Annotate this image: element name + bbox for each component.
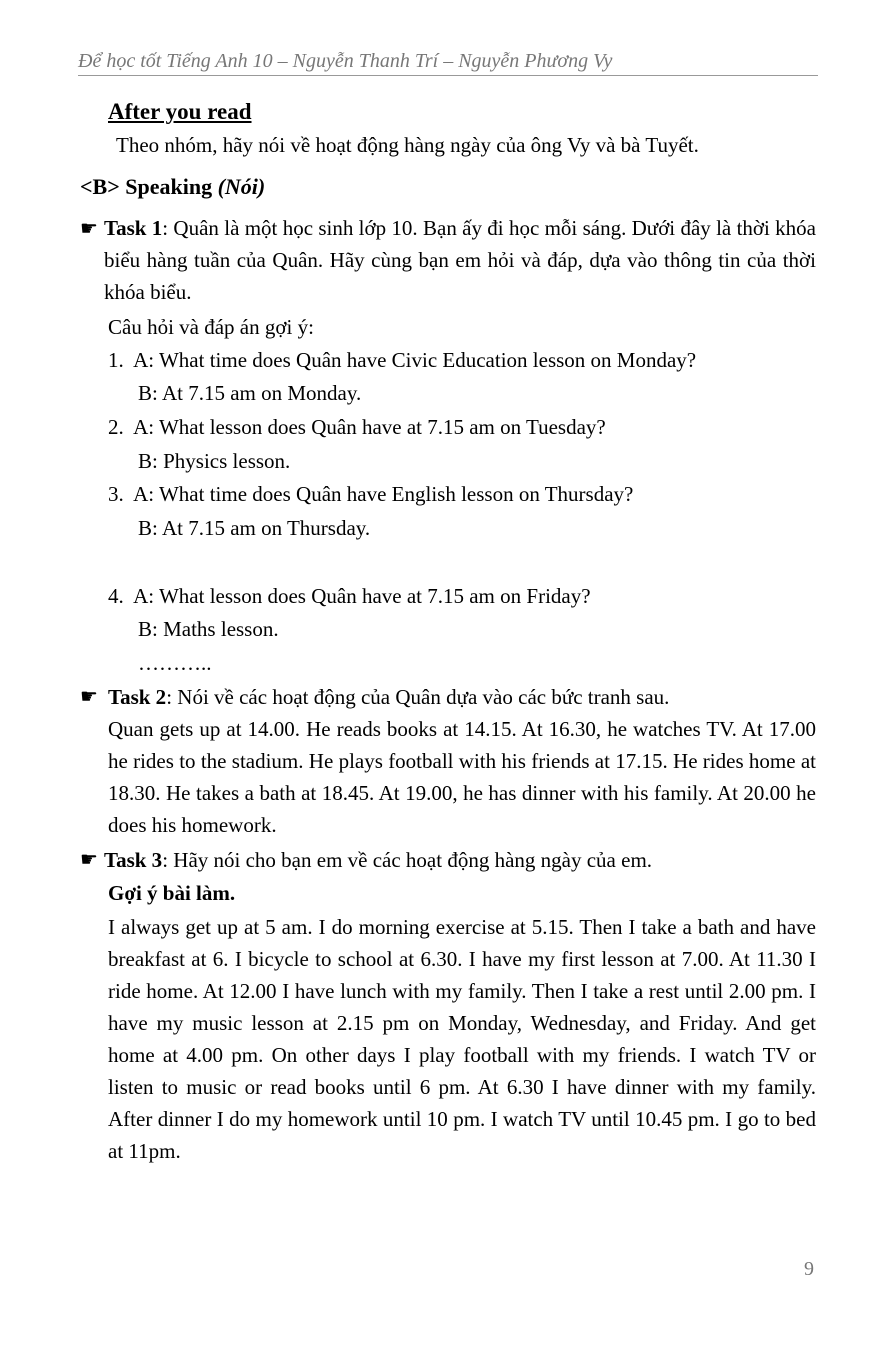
pointing-hand-icon: ☛ xyxy=(80,849,98,871)
pointing-hand-icon: ☛ xyxy=(80,218,98,240)
qa-ellipsis: ……….. xyxy=(138,651,212,675)
task2-label: Task 2 xyxy=(108,685,167,709)
qa-question-2: 2. A: What lesson does Quân have at 7.15 am on Tuesday? xyxy=(108,415,606,439)
after-you-read-text: Theo nhóm, hãy nói về hoạt động hàng ngày của ông Vy và bà Tuyết. xyxy=(116,133,699,157)
qa-answer-3: B: At 7.15 am on Thursday. xyxy=(138,516,371,540)
task1-intro: Câu hỏi và đáp án gợi ý: xyxy=(108,315,314,339)
task1-paragraph: Task 1: Quân là một học sinh lớp 10. Bạn ấy đi học mỗi sáng. Dưới đây là thời khóa biểu hàng tuần của Quân. Hãy cùng bạn em hỏi và đáp, dựa vào thông tin của thời khóa biểu. xyxy=(104,216,816,304)
speaking-paren: (Nói) xyxy=(217,174,266,199)
qa-answer-4: B: Maths lesson. xyxy=(138,617,279,641)
after-you-read-heading: After you read xyxy=(108,99,252,124)
qa-answer-2: B: Physics lesson. xyxy=(138,449,291,473)
task1-label: Task 1 xyxy=(104,216,163,240)
running-header: Để học tốt Tiếng Anh 10 – Nguyễn Thanh Trí – Nguyễn Phương Vy xyxy=(78,48,818,76)
task3-line: Task 3: Hãy nói cho bạn em về các hoạt động hàng ngày của em. xyxy=(104,848,653,872)
task3-hint: Gợi ý bài làm. xyxy=(108,881,236,905)
task3-text: Hãy nói cho bạn em về các hoạt động hàng ngày của em. xyxy=(173,848,653,872)
pointing-hand-icon: ☛ xyxy=(80,686,98,708)
qa-question-3: 3. A: What time does Quân have English lesson on Thursday? xyxy=(108,482,634,506)
task2-line: Task 2: Nói về các hoạt động của Quân dựa vào các bức tranh sau. xyxy=(108,685,670,709)
task2-paragraph: Quan gets up at 14.00. He reads books at 14.15. At 16.30, he watches TV. At 17.00 he rides to the stadium. He plays football with his friends at 17.15. He rides home at 18.30. He takes a bath at 18.45. At 19.00, he has dinner with his family. At 20.00 he does his homework. xyxy=(108,717,816,837)
page-number: 9 xyxy=(804,1258,814,1280)
speaking-label: <B> Speaking xyxy=(80,174,213,199)
task2-text: Nói về các hoạt động của Quân dựa vào các bức tranh sau. xyxy=(177,685,670,709)
task3-label: Task 3 xyxy=(104,848,163,872)
speaking-heading xyxy=(80,174,265,200)
qa-answer-1: B: At 7.15 am on Monday. xyxy=(138,381,362,405)
qa-question-1: 1. A: What time does Quân have Civic Education lesson on Monday? xyxy=(108,348,697,372)
qa-question-4: 4. A: What lesson does Quân have at 7.15 am on Friday? xyxy=(108,584,591,608)
task1-text: Quân là một học sinh lớp 10. Bạn ấy đi học mỗi sáng. Dưới đây là thời khóa biểu hàng tuần của Quân. Hãy cùng bạn em hỏi và đáp, dựa vào thông tin của thời khóa biểu. xyxy=(104,216,816,304)
task3-paragraph: I always get up at 5 am. I do morning exercise at 5.15. Then I take a bath and have breakfast at 6. I bicycle to school at 6.30. I have my first lesson at 7.00. At 11.30 I ride home. At 12.00 I have lunch with my family. Then I take a rest until 2.00 pm. I have my music lesson at 2.15 pm on Monday, Wednesday, and Friday. And get home at 4.00 pm. On other days I play football with my friends. I watch TV or listen to music or read books until 6 pm. At 6.30 I have dinner with my family. After dinner I do my homework until 10 pm. I watch TV until 10.45 pm. I go to bed at 11pm. xyxy=(108,915,816,1163)
